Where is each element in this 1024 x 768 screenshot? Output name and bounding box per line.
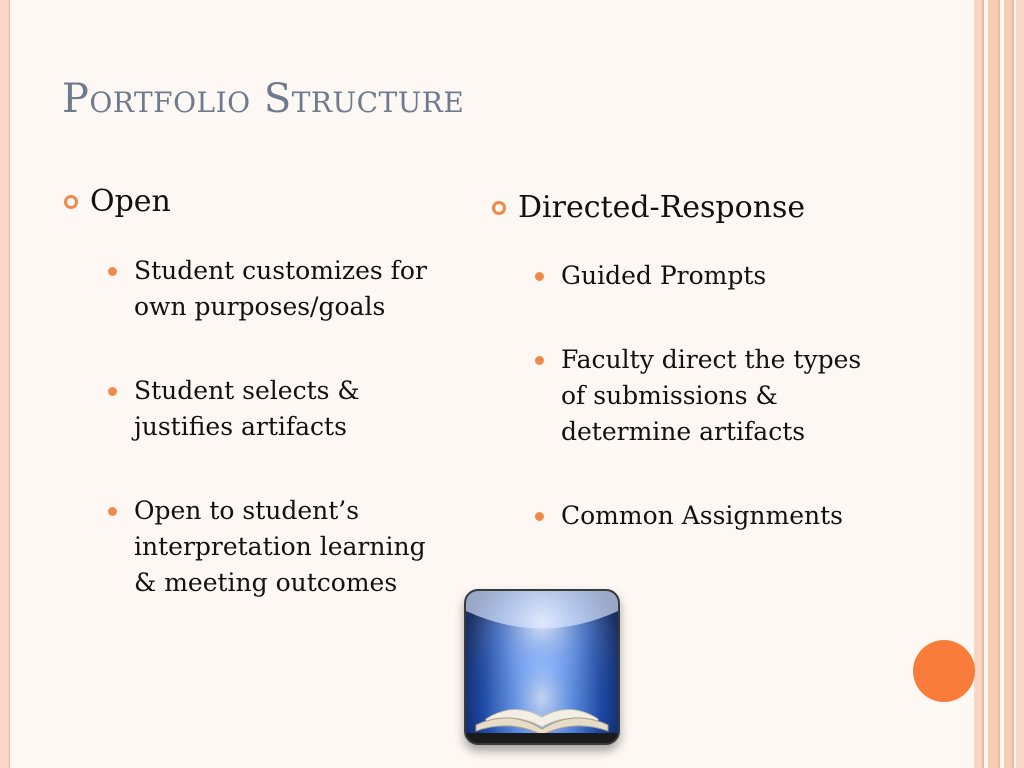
- column-heading-directed-response: [492, 190, 805, 225]
- column-heading-label: Directed-Response: [518, 190, 806, 225]
- list-item: Guided Prompts: [533, 258, 893, 294]
- open-bullet-list: [106, 253, 456, 601]
- list-item: Student customizes for own purposes/goals: [106, 253, 456, 325]
- list-item: Common Assignments: [533, 498, 893, 534]
- slide-title: Portfolio Structure: [62, 76, 465, 122]
- left-border-decoration: [0, 0, 10, 768]
- right-border-decoration: [974, 0, 1024, 768]
- list-item: Faculty direct the types of submissions & determine artifacts: [533, 342, 881, 450]
- ring-bullet-icon: [64, 195, 78, 209]
- ring-bullet-icon: [492, 201, 506, 215]
- list-item: Open to student’s interpretation learning & meeting outcomes: [106, 493, 434, 601]
- column-heading-label: Open: [90, 184, 171, 219]
- directed-response-bullet-list: [533, 258, 893, 534]
- book-icon: [464, 589, 620, 745]
- list-item: Student selects & justifies artifacts: [106, 373, 456, 445]
- column-heading-open: [64, 184, 171, 219]
- orange-circle-decoration: [913, 640, 975, 702]
